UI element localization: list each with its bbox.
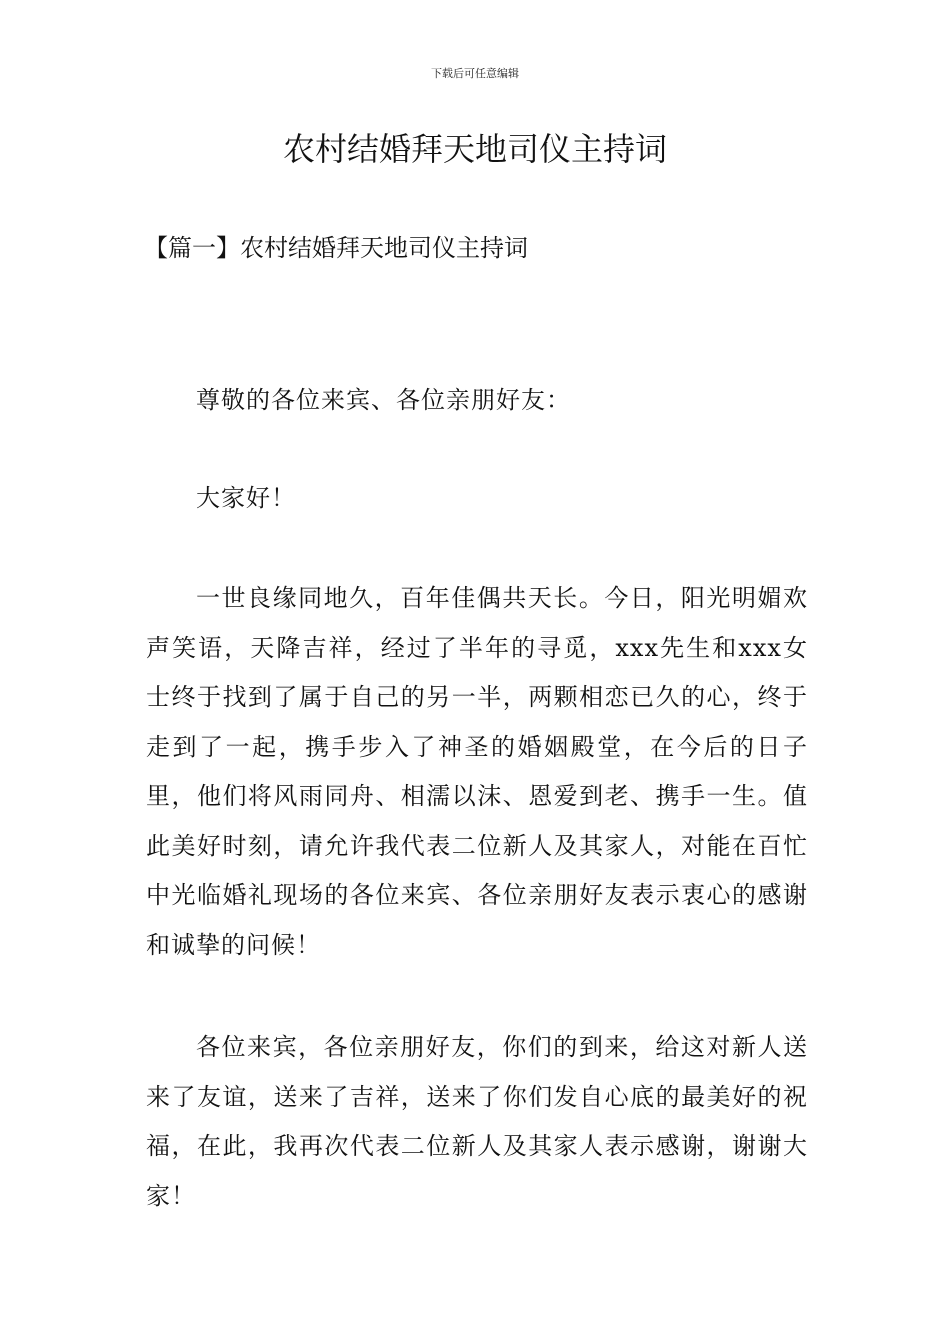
section-heading: 【篇一】农村结婚拜天地司仪主持词 — [144, 234, 528, 262]
paragraph-hello: 大家好！ — [196, 484, 296, 512]
paragraph-greeting: 尊敬的各位来宾、各位亲朋好友： — [196, 386, 571, 414]
header-note: 下载后可任意编辑 — [431, 67, 519, 80]
paragraph-thanks: 各位来宾，各位亲朋好友，你们的到来，给这对新人送来了友谊，送来了吉祥，送来了你们发自心底的最美好的祝福，在此，我再次代表二位新人及其家人表示感谢，谢谢大家！ — [146, 1033, 808, 1210]
paragraph-main-body: 一世良缘同地久，百年佳偶共天长。今日，阳光明媚欢声笑语，天降吉祥，经过了半年的寻觅，xxx先生和xxx女士终于找到了属于自己的另一半，两颗相恋已久的心，终于走到了一起，携手步入了神圣的婚姻殿堂，在今后的日子里，他们将风雨同舟、相濡以沫、恩爱到老、携手一生。值此美好时刻，请允许我代表二位新人及其家人，对能在百忙中光临婚礼现场的各位来宾、各位亲朋好友表示衷心的感谢和诚挚的问候！ — [146, 584, 808, 959]
document-title: 农村结婚拜天地司仪主持词 — [282, 130, 667, 168]
